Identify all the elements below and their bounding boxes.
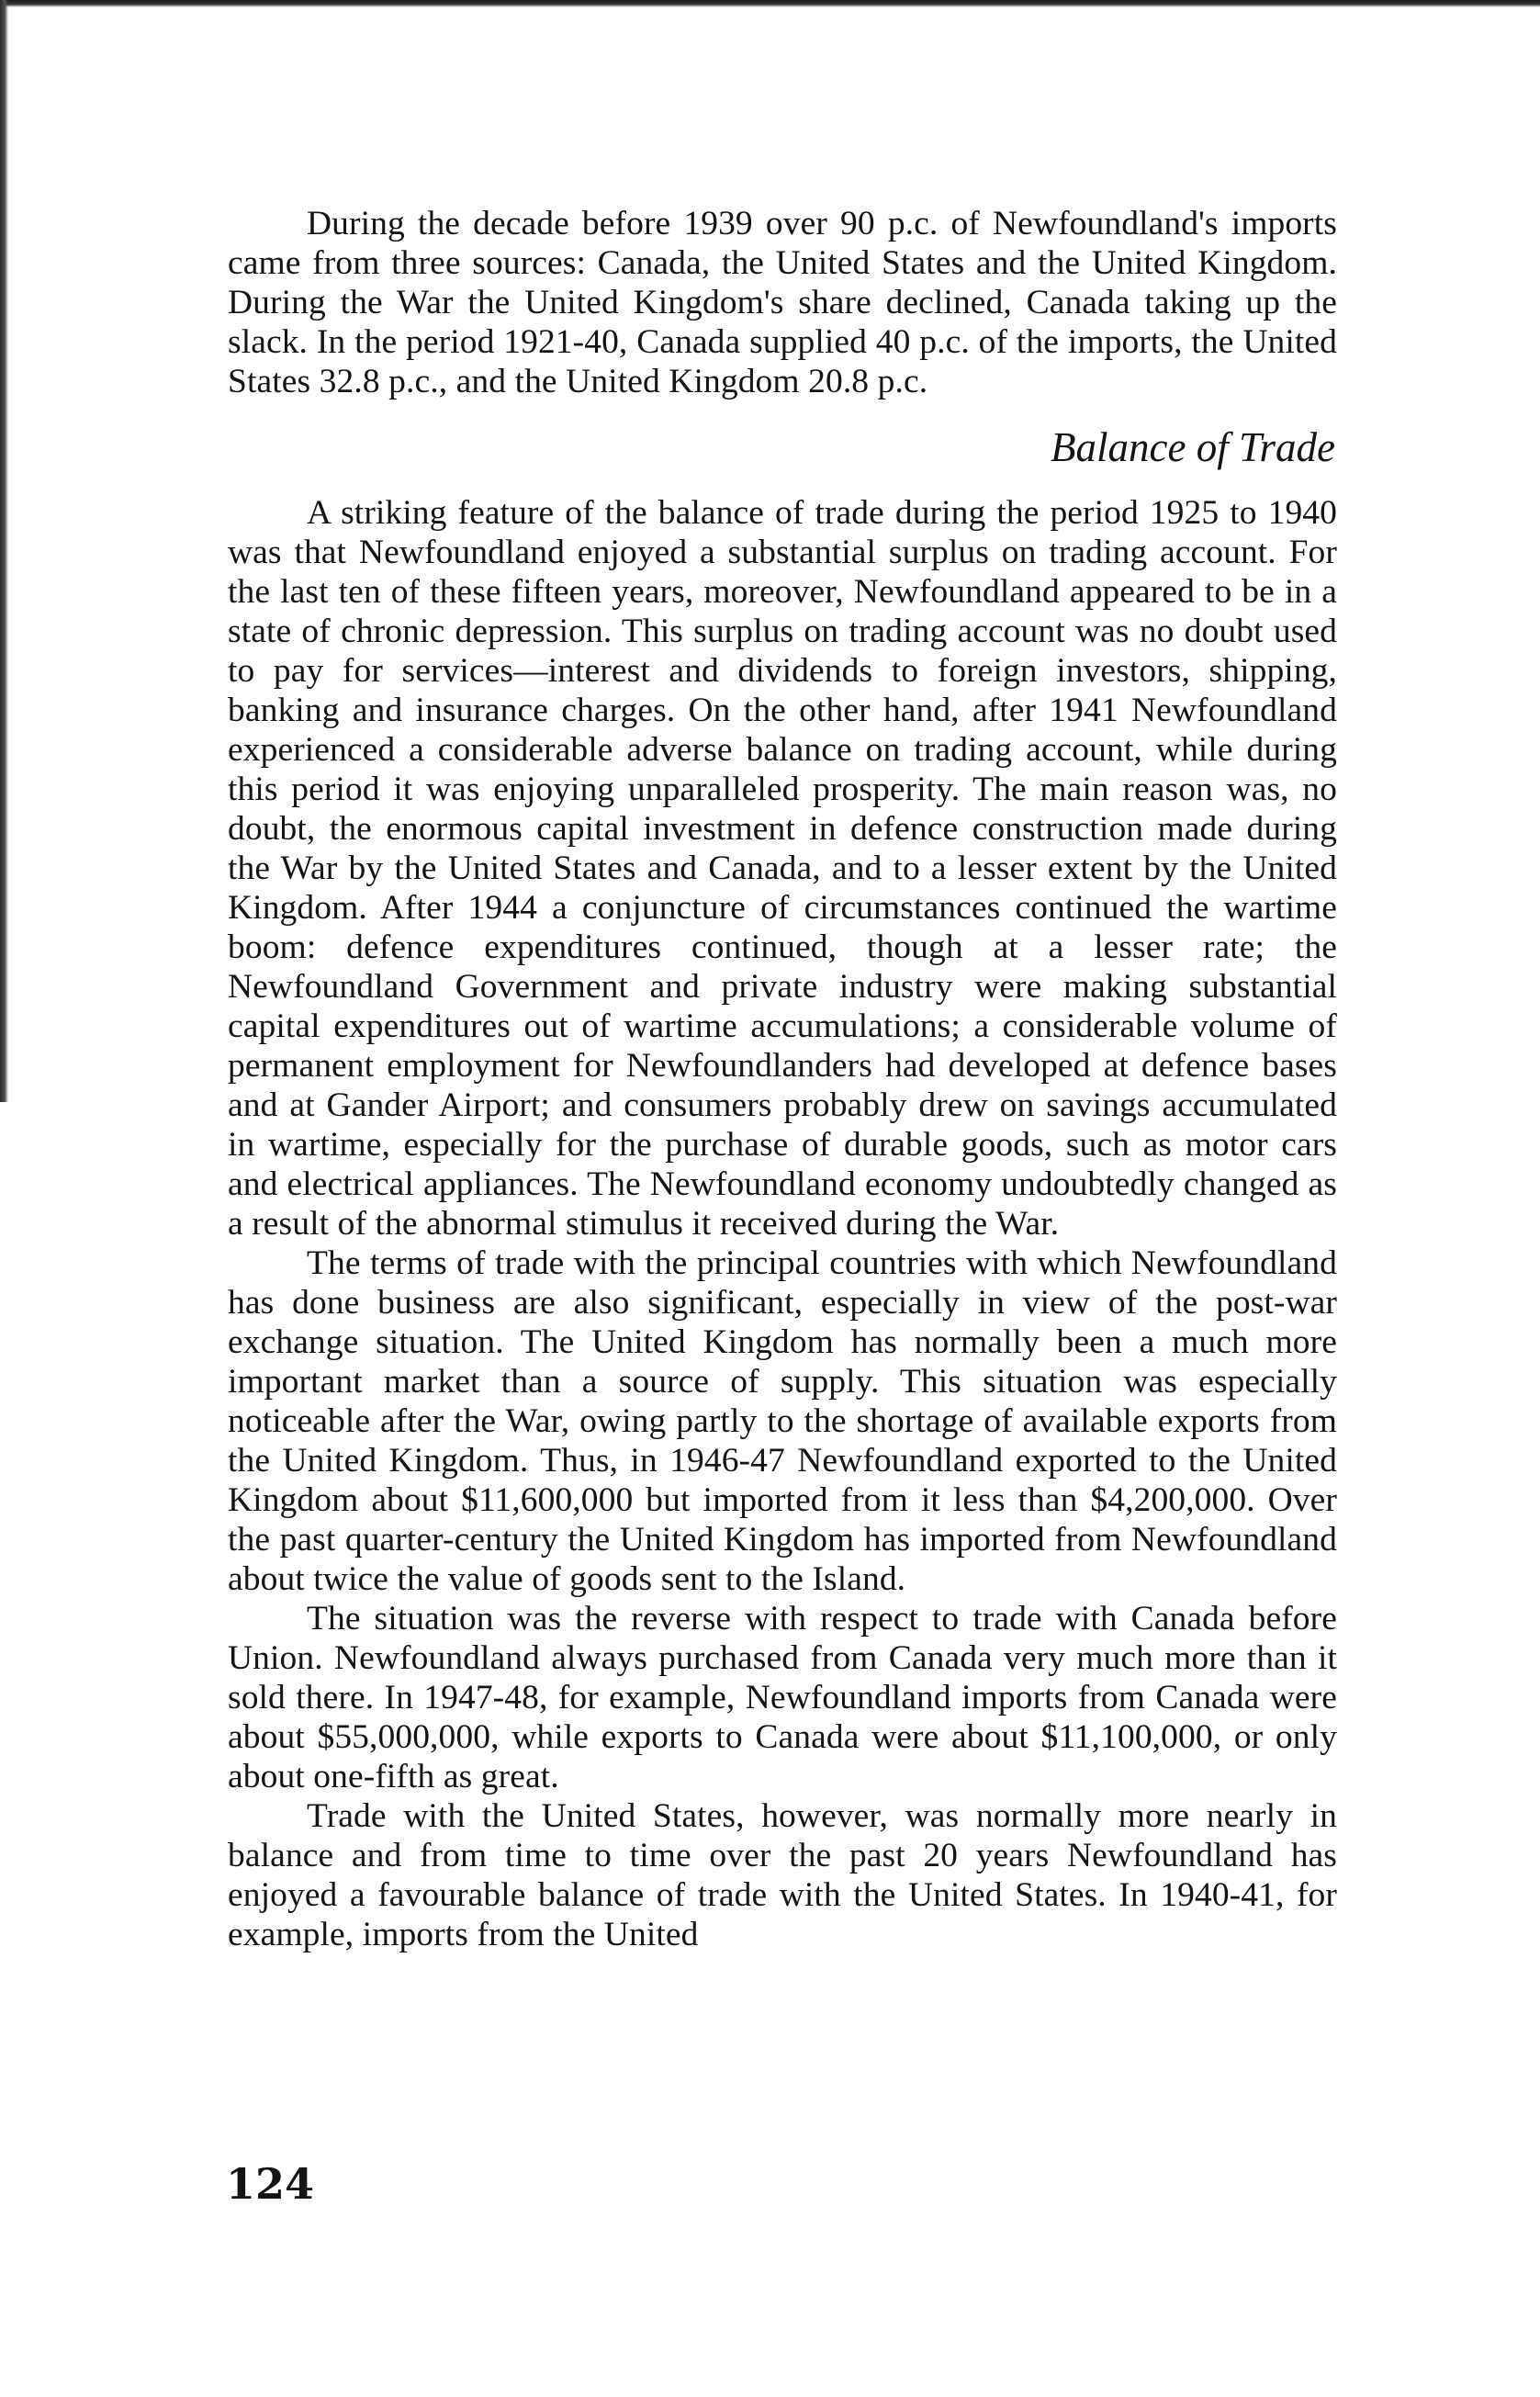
paragraph-trade-with-us: Trade with the United States, however, was normally more nearly in balance and from time to time over the past 20 years Newfoundland has enjoyed a favourable balance of trade with the United States. In 1940-41, for example, imports from the United [228, 1797, 1337, 1953]
scan-top-edge [0, 0, 1540, 7]
paragraph-trade-surplus: A striking feature of the balance of trade during the period 1925 to 1940 was that Newfoundland enjoyed a substantial surplus on trading account. For the last ten of these fifteen years, moreover, Newfoundland appeared to be in a state of chronic depression. This surplus on trading account was no doubt used to pay for services—interest and dividends to foreign investors, shipping, banking and insurance charges. On the other hand, after 1941 Newfoundland experienced a considerable adverse balance on trading account, while during this period it was enjoying unparalleled prosperity. The main reason was, no doubt, the enormous capital investment in defence construction made during the War by the United States and Canada, and to a lesser extent by the United Kingdom. After 1944 a conjuncture of circumstances continued the wartime boom: defence expenditures continued, though at a lesser rate; the Newfoundland Government and private industry were making substantial capital expenditures out of wartime accumulations; a considerable volume of permanent employment for Newfoundlanders had developed at defence bases and at Gander Airport; and consumers probably drew on savings accumulated in wartime, especially for the purchase of durable goods, such as motor cars and electrical appliances. The Newfoundland economy undoubtedly changed as a result of the abnormal stimulus it received during the War. [228, 494, 1337, 1243]
page-body [228, 204, 1337, 1954]
paragraph-import-sources: During the decade before 1939 over 90 p.c. of Newfoundland's imports came from three sources: Canada, the United States and the United Kingdom. During the War the United Kingdom's share declined, Canada taking up the slack. In the period 1921-40, Canada supplied 40 p.c. of the imports, the United States 32.8 p.c., and the United Kingdom 20.8 p.c. [228, 205, 1337, 400]
paragraph-terms-of-trade: The terms of trade with the principal countries with which Newfoundland has done business are also significant, especially in view of the post-war exchange situation. The United Kingdom has normally been a much more important market than a source of supply. This situation was especially noticeable after the War, owing partly to the shortage of available exports from the United Kingdom. Thus, in 1946-47 Newfoundland exported to the United Kingdom about $11,600,000 but imported from it less than $4,200,000. Over the past quarter-century the United Kingdom has imported from Newfoundland about twice the value of goods sent to the Island. [228, 1244, 1337, 1598]
section-heading: Balance of Trade [1051, 424, 1335, 470]
page-number: 124 [226, 2159, 315, 2209]
scan-left-edge [0, 0, 8, 1102]
paragraph-trade-with-canada: The situation was the reverse with respect to trade with Canada before Union. Newfoundland always purchased from Canada very much more than it sold there. In 1947-48, for example, Newfoundland imports from Canada were about $55,000,000, while exports to Canada were about $11,100,000, or only about one-fifth as great. [228, 1600, 1337, 1795]
